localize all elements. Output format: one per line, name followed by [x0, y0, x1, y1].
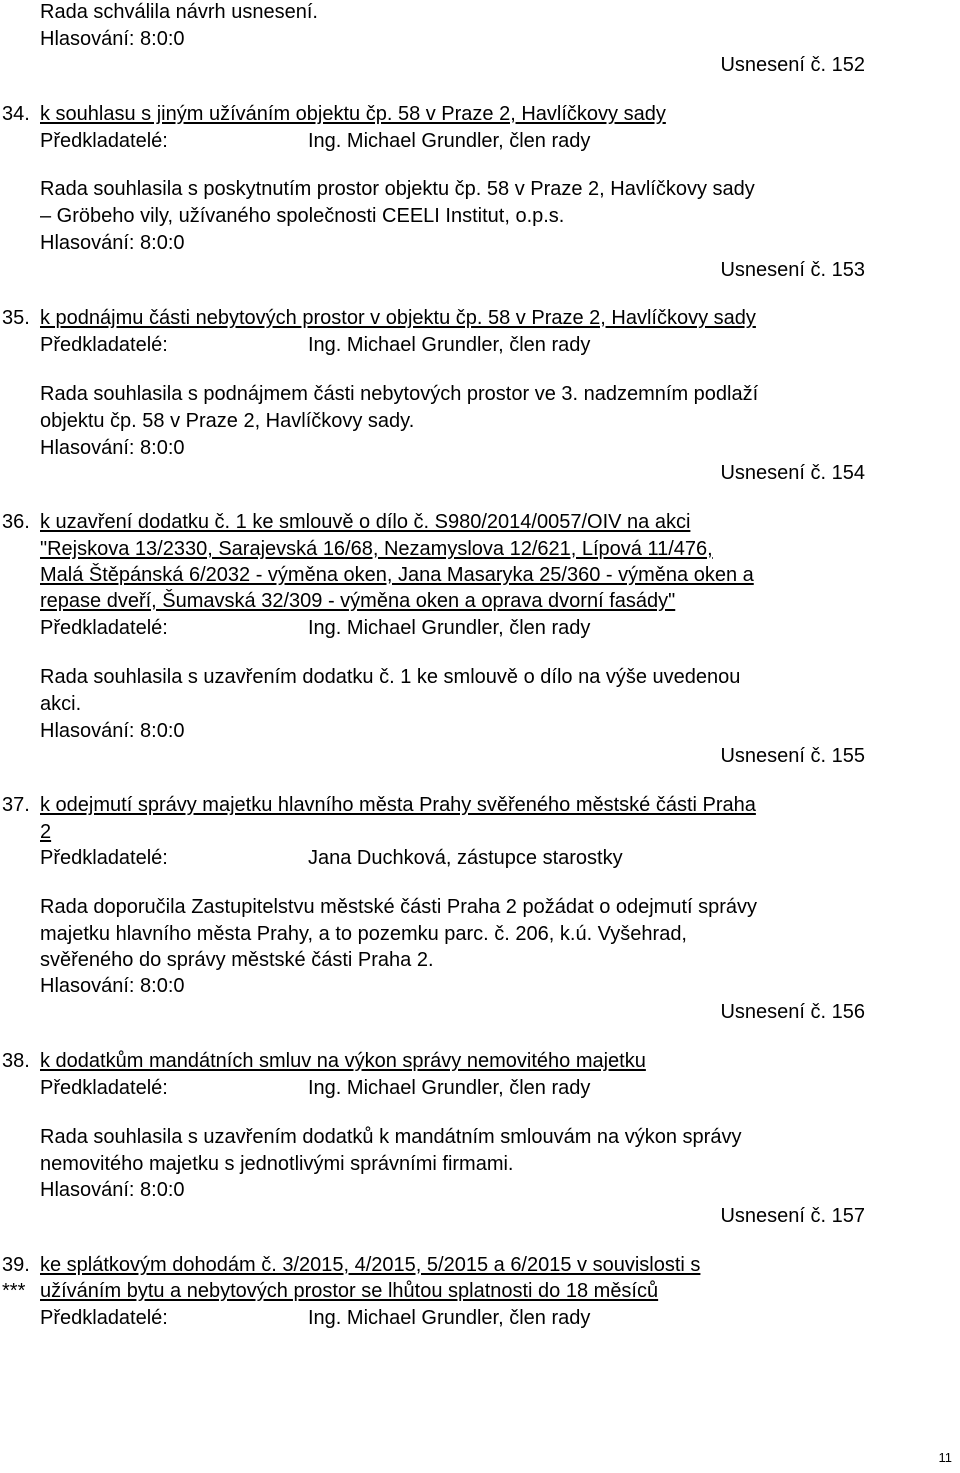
vote-result: Hlasování: 8:0:0	[40, 232, 185, 254]
item-title: repase dveří, Šumavská 32/309 - výměna oken a oprava dvorní fasády"	[40, 590, 676, 612]
item-title: 2	[40, 821, 52, 843]
item-title: ke splátkovým dohodám č. 3/2015, 4/2015, 5/2015 a 6/2015 v souvislosti s	[40, 1254, 701, 1276]
item-text: – Gröbeho vily, užívaného společnosti CEELI Institut, o.p.s.	[40, 205, 565, 227]
item-number: 35.	[2, 307, 30, 329]
item-text: objektu čp. 58 v Praze 2, Havlíčkovy sady.	[40, 410, 415, 432]
item-marker: ***	[2, 1280, 26, 1302]
vote-result: Hlasování: 8:0:0	[40, 28, 185, 50]
item-text: Rada doporučila Zastupitelstvu městské části Praha 2 požádat o odejmutí správy	[40, 896, 758, 918]
item-title: k podnájmu části nebytových prostor v objektu čp. 58 v Praze 2, Havlíčkovy sady	[40, 307, 756, 329]
presenter-name: Jana Duchková, zástupce starostky	[308, 847, 623, 869]
item-number: 34.	[2, 103, 30, 125]
item-text: svěřeného do správy městské části Praha 2.	[40, 949, 434, 971]
presenter-label: Předkladatelé:	[40, 1077, 168, 1099]
item-number: 39.	[2, 1254, 30, 1276]
presenter-name: Ing. Michael Grundler, člen rady	[308, 617, 591, 639]
item-title: užíváním bytu a nebytových prostor se lhůtou splatnosti do 18 měsíců	[40, 1280, 659, 1302]
item-text: majetku hlavního města Prahy, a to pozemku parc. č. 206, k.ú. Vyšehrad,	[40, 923, 687, 945]
item-title: k souhlasu s jiným užíváním objektu čp. 58 v Praze 2, Havlíčkovy sady	[40, 103, 666, 125]
resolution-number: Usnesení č. 157	[720, 1205, 865, 1227]
vote-result: Hlasování: 8:0:0	[40, 437, 185, 459]
item-text: Rada souhlasila s poskytnutím prostor objektu čp. 58 v Praze 2, Havlíčkovy sady	[40, 178, 755, 200]
resolution-number: Usnesení č. 154	[720, 462, 865, 484]
item-title: Malá Štěpánská 6/2032 - výměna oken, Jana Masaryka 25/360 - výměna oken a	[40, 564, 754, 586]
resolution-number: Usnesení č. 153	[720, 259, 865, 281]
vote-result: Hlasování: 8:0:0	[40, 1179, 185, 1201]
item-title: k uzavření dodatku č. 1 ke smlouvě o dílo č. S980/2014/0057/OIV na akci	[40, 511, 691, 533]
presenter-label: Předkladatelé:	[40, 334, 168, 356]
presenter-label: Předkladatelé:	[40, 617, 168, 639]
item-number: 37.	[2, 794, 30, 816]
item-title: "Rejskova 13/2330, Sarajevská 16/68, Nezamyslova 12/621, Lípová 11/476,	[40, 538, 713, 560]
vote-result: Hlasování: 8:0:0	[40, 720, 185, 742]
presenter-name: Ing. Michael Grundler, člen rady	[308, 334, 591, 356]
presenter-label: Předkladatelé:	[40, 1307, 168, 1329]
item-text: Rada souhlasila s uzavřením dodatku č. 1 ke smlouvě o dílo na výše uvedenou	[40, 666, 741, 688]
presenter-name: Ing. Michael Grundler, člen rady	[308, 130, 591, 152]
item-text: Rada souhlasila s uzavřením dodatků k mandátním smlouvám na výkon správy	[40, 1126, 742, 1148]
item-title: k odejmutí správy majetku hlavního města Prahy svěřeného městské části Praha	[40, 794, 756, 816]
presenter-label: Předkladatelé:	[40, 847, 168, 869]
intro-text: Rada schválila návrh usnesení.	[40, 1, 318, 23]
item-number: 38.	[2, 1050, 30, 1072]
item-text: Rada souhlasila s podnájmem části nebytových prostor ve 3. nadzemním podlaží	[40, 383, 759, 405]
presenter-name: Ing. Michael Grundler, člen rady	[308, 1077, 591, 1099]
presenter-label: Předkladatelé:	[40, 130, 168, 152]
resolution-number: Usnesení č. 152	[720, 54, 865, 76]
item-text: akci.	[40, 693, 82, 715]
page-number: 11	[938, 1450, 952, 1465]
presenter-name: Ing. Michael Grundler, člen rady	[308, 1307, 591, 1329]
item-text: nemovitého majetku s jednotlivými správními firmami.	[40, 1153, 514, 1175]
item-title: k dodatkům mandátních smluv na výkon správy nemovitého majetku	[40, 1050, 646, 1072]
item-number: 36.	[2, 511, 30, 533]
resolution-number: Usnesení č. 156	[720, 1001, 865, 1023]
resolution-number: Usnesení č. 155	[720, 745, 865, 767]
vote-result: Hlasování: 8:0:0	[40, 975, 185, 997]
